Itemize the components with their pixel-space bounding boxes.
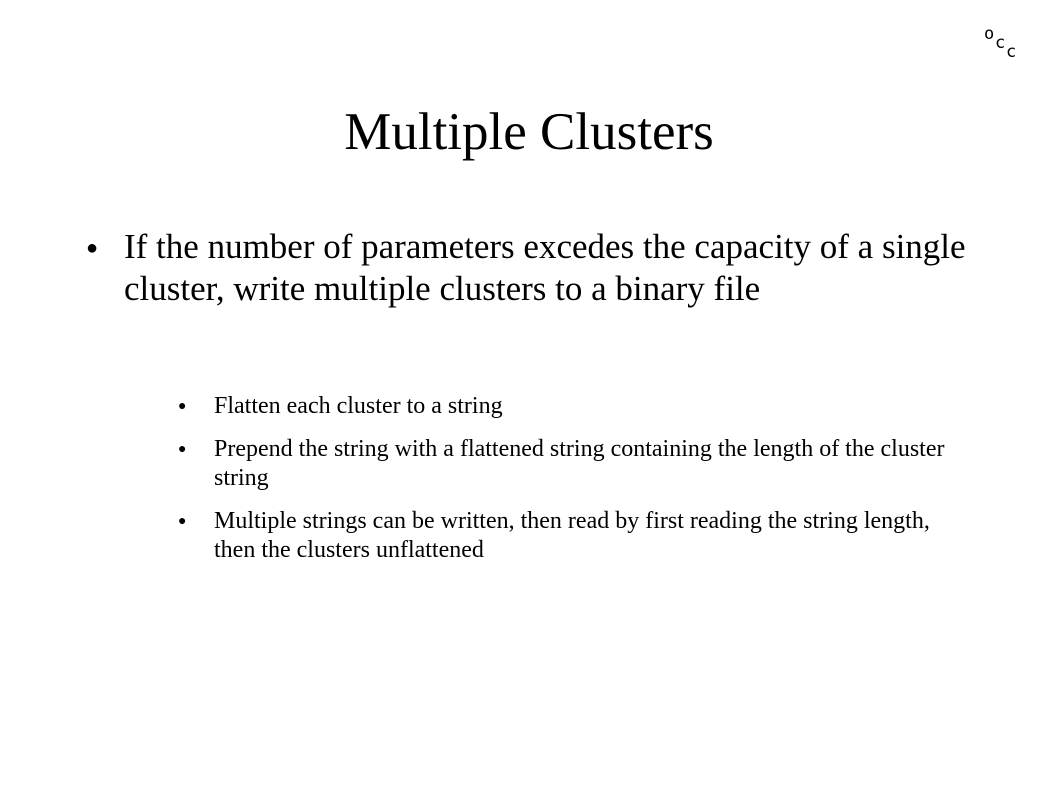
logo-letter: c [995, 33, 1006, 53]
main-bullet-text: If the number of parameters excedes the capacity of a single cluster, write multiple clusters to a binary file [124, 227, 966, 308]
sub-bullet [178, 392, 968, 421]
sub-bullet-text: Multiple strings can be written, then read by first reading the string length, then the clusters unflattened [214, 508, 930, 563]
bullet-dot-icon: ● [178, 442, 187, 457]
logo-letter: o [984, 24, 995, 44]
logo-letter: c [1006, 42, 1017, 62]
main-bullet [86, 226, 986, 310]
sub-bullet [178, 435, 968, 493]
sub-bullet-text: Prepend the string with a flattened string containing the length of the cluster string [214, 436, 945, 491]
occ-logo [984, 22, 1024, 62]
bullet-dot-icon: ● [178, 514, 187, 529]
sub-bullet [178, 507, 968, 565]
sub-bullet-text: Flatten each cluster to a string [214, 393, 503, 419]
bullet-dot-icon: ● [178, 399, 187, 414]
slide-title: Multiple Clusters [344, 103, 714, 161]
bullet-dot-icon: ● [86, 237, 99, 259]
sub-bullet-list [178, 392, 968, 579]
